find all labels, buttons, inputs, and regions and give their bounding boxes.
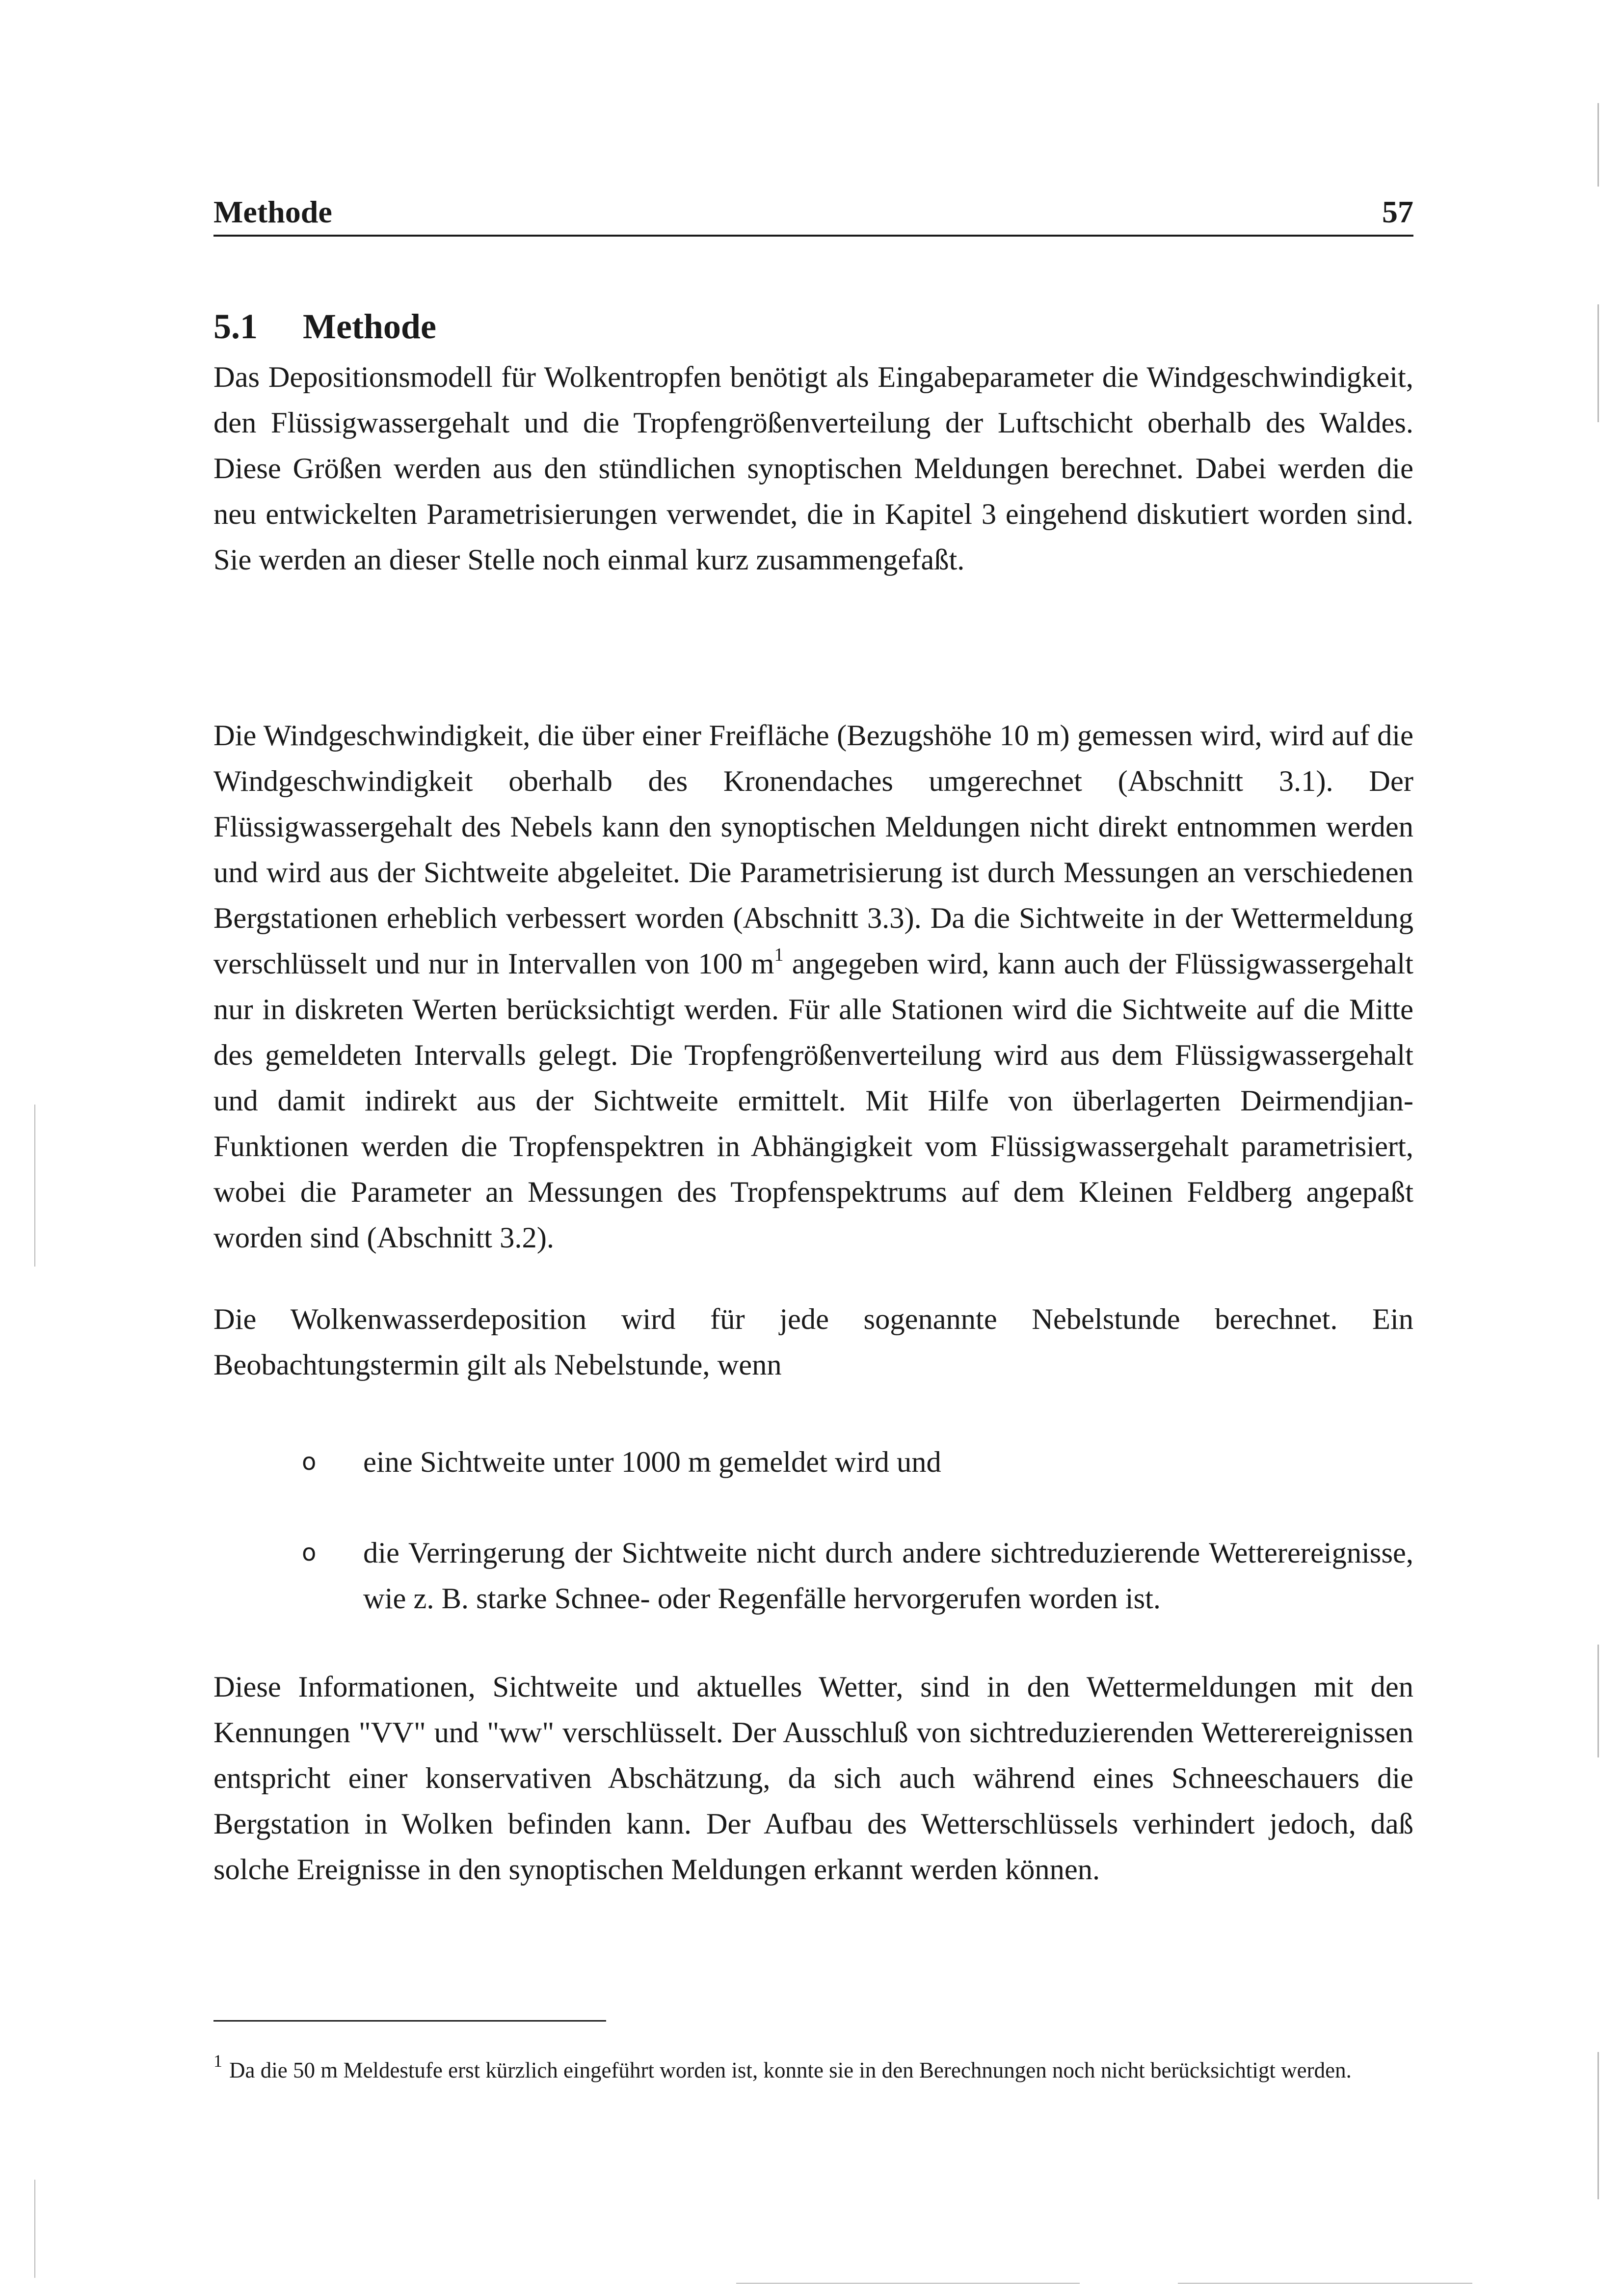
header-title: Methode [213, 194, 332, 229]
paragraph-parameters-part1: Die Windgeschwindigkeit, die über einer Freifläche (Bezugshöhe 10 m) gemessen wird, wird auf die Windgeschwindigkeit oberhalb des Kronendaches umgerechnet (Abschnitt 3.1). Der Flüssigwassergehalt des Nebels kann den synoptischen Meldungen nicht direkt entnommen werden und wird aus der Sichtweite abgeleitet. Die Parametrisierung ist durch Messungen an verschiedenen Bergstationen erheblich verbessert worden (Abschnitt 3.3). Da die Sichtweite in der Wettermeldung verschlüsselt und nur in Intervallen von 100 m [213, 719, 1413, 980]
footnote-separator [213, 2020, 606, 2022]
paragraph-intro: Das Depositionsmodell für Wolkentropfen benötigt als Eingabeparameter die Windgeschwindigkeit, den Flüssigwassergehalt und die Tropfengrößenverteilung der Luftschicht oberhalb des Waldes. Diese Größen werden aus den stündlichen synoptischen Meldungen berechnet. Dabei werden die neu entwickelten Parametrisierungen verwendet, die in Kapitel 3 eingehend diskutiert worden sind. Sie werden an dieser Stelle noch einmal kurz zusammengefaßt. [213, 361, 1413, 576]
footnote-text: Da die 50 m Meldestufe erst kürzlich eingeführt worden ist, konnte sie in den Berechnungen noch nicht berücksichtigt werden. [229, 2058, 1352, 2082]
scan-edge-mark [34, 2180, 35, 2278]
scan-edge-mark [1597, 304, 1599, 422]
list-item-text: die Verringerung der Sichtweite nicht durch andere sichtreduzierende Wetterereignisse, wie z. B. starke Schnee- oder Regenfälle hervorgerufen worden ist. [363, 1537, 1413, 1615]
paragraph-fog-hour: Die Wolkenwasserdeposition wird für jede sogenannte Nebelstunde berechnet. Ein Beobachtungstermin gilt als Nebelstunde, wenn [213, 1303, 1413, 1381]
paragraph-parameters-part2: angegeben wird, kann auch der Flüssigwassergehalt nur in diskreten Werten berücksichtigt werden. Für alle Stationen wird die Sichtweite auf die Mitte des gemeldeten Intervalls gelegt. Die Tropfengrößenverteilung wird aus dem Flüssigwassergehalt und damit indirekt aus der Sichtweite ermittelt. Mit Hilfe von überlagerten Deirmendjian-Funktionen werden die Tropfenspektren in Abhängigkeit vom Flüssigwassergehalt parametrisiert, wobei die Parameter an Messungen des Tropfenspektrums auf dem Kleinen Feldberg angepaßt worden sind (Abschnitt 3.2). [213, 947, 1413, 1254]
paragraph-weather-codes: Diese Informationen, Sichtweite und aktuelles Wetter, sind in den Wettermeldungen mit den Kennungen "VV" und "ww" verschlüsselt. Der Ausschluß von sichtreduzierenden Wetterereignissen entspricht einer konservativen Abschätzung, da sich auch während eines Schneeschauers die Bergstation in Wolken befinden kann. Der Aufbau des Wetterschlüssels verhindert jedoch, daß solche Ereignisse in den synoptischen Meldungen erkannt werden können. [213, 1671, 1413, 1886]
scan-edge-mark [34, 1105, 35, 1267]
footnote [213, 2051, 1413, 2086]
list-item [302, 1530, 1413, 1621]
scan-edge-mark [1597, 2052, 1599, 2199]
paragraph-parameters [213, 713, 1413, 1261]
list-item [302, 1439, 1413, 1485]
section-heading [213, 304, 436, 349]
scan-edge-mark [1597, 103, 1599, 187]
list-item-text: eine Sichtweite unter 1000 m gemeldet wird und [363, 1446, 941, 1479]
running-header [213, 195, 1413, 237]
footnote-reference: 1 [774, 945, 784, 965]
scan-edge-mark [1597, 1645, 1599, 1757]
section-number: 5.1 [213, 307, 258, 346]
section-title: Methode [303, 307, 436, 346]
list-bullet-icon: o [302, 1539, 317, 1567]
list-bullet-icon: o [302, 1448, 317, 1476]
scan-edge-mark [1178, 2283, 1472, 2284]
page-number: 57 [1382, 194, 1413, 229]
scan-edge-mark [736, 2283, 1080, 2284]
footnote-mark: 1 [213, 2051, 222, 2071]
